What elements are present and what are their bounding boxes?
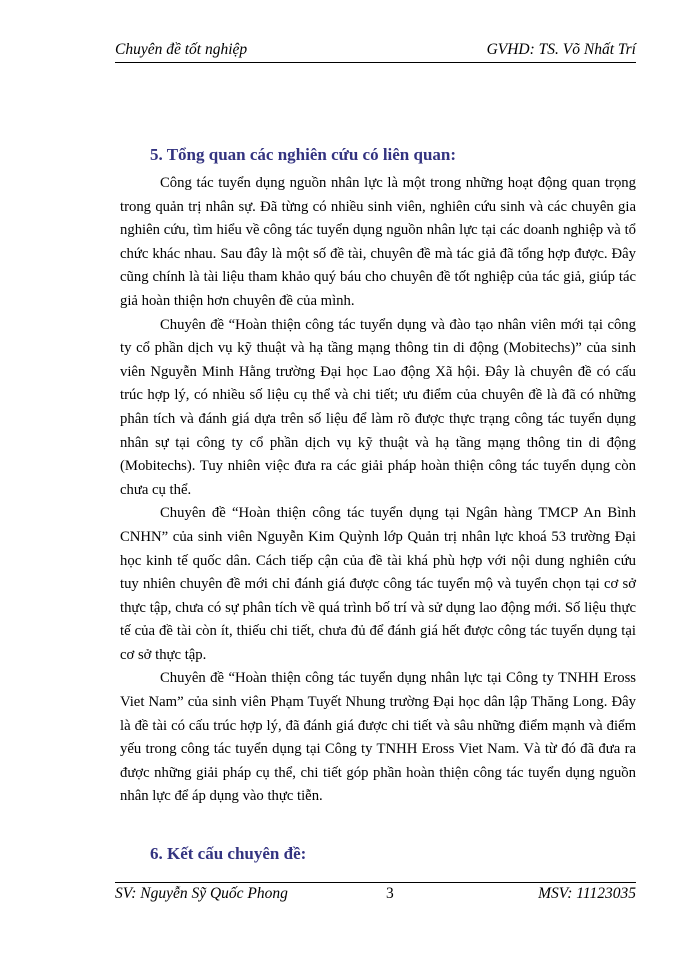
page-header <box>115 40 636 63</box>
footer-student: SV: Nguyễn Sỹ Quốc Phong <box>115 885 288 902</box>
footer-student-id: MSV: 11123035 <box>538 885 636 902</box>
page-footer <box>115 882 636 909</box>
paragraph-eross: Chuyên đề “Hoàn thiện công tác tuyển dụng nhân lực tại Công ty TNHH Eross Viet Nam” của sinh viên Phạm Tuyết Nhung trường Đại học dân lập Thăng Long. Đây là đề tài có cấu trúc hợp lý, đã đánh giá được chi tiết và sâu những điểm mạnh và điểm yếu trong công tác tuyển dụng tại Công ty TNHH Eross Viet Nam. Và từ đó đã đưa ra được những giải pháp cụ thể, chi tiết góp phần hoàn thiện công tác tuyển dụng nguồn nhân lực để áp dụng vào thực tiễn. <box>120 670 636 805</box>
header-advisor: GVHD: TS. Võ Nhất Trí <box>486 41 636 58</box>
paragraph-overview: Công tác tuyển dụng nguồn nhân lực là một trong những hoạt động quan trọng trong quản trị nhân sự. Đã từng có nhiều sinh viên, nghiên cứu sinh và các chuyên gia nghiên cứu, tìm hiểu về công tác tuyển dụng nguồn nhân lực tại các doanh nghiệp và tổ chức khác nhau. Sau đây là một số đề tài, chuyên đề mà tác giả đã tổng hợp được. Đây cũng chính là tài liệu tham khảo quý báu cho chuyên đề tốt nghiệp của tác giả, giúp tác giả hoàn thiện hơn chuyên đề của mình. <box>120 175 636 309</box>
section-5-heading: 5. Tổng quan các nghiên cứu có liên quan: <box>150 145 457 164</box>
page-body <box>120 142 636 867</box>
paragraph-mobitechs: Chuyên đề “Hoàn thiện công tác tuyển dụng và đào tạo nhân viên mới tại công ty cổ phần dịch vụ kỹ thuật và hạ tầng mạng thông tin di động (Mobitechs)” của sinh viên Nguyễn Minh Hằng trường Đại học Lao động Xã hội. Đây là chuyên đề có cấu trúc hợp lý, có nhiều số liệu cụ thể và chi tiết; ưu điểm của chuyên đề là đã có những phân tích và đánh giá dựa trên số liệu để làm rõ được thực trạng công tác tuyển dụng nhân sự tại công ty cổ phần dịch vụ kỹ thuật và hạ tầng mạng thông tin di động (Mobitechs). Tuy nhiên việc đưa ra các giải pháp hoàn thiện công tác tuyển dụng còn chưa cụ thể. <box>120 316 636 498</box>
header-title: Chuyên đề tốt nghiệp <box>115 41 248 58</box>
page-number: 3 <box>386 885 394 902</box>
section-6-heading: 6. Kết cấu chuyên đề: <box>150 844 307 864</box>
paragraph-abbank: Chuyên đề “Hoàn thiện công tác tuyển dụng tại Ngân hàng TMCP An Bình CNHN” của sinh viên Nguyễn Kim Quỳnh lớp Quản trị nhân lực khoá 53 trường Đại học kinh tế quốc dân. Cách tiếp cận của đề tài khá phù hợp với nội dung nghiên cứu tuy nhiên chuyên đề mới chỉ đánh giá được công tác tuyển mộ và tuyển chọn tại cơ sở thực tập, chưa có sự phân tích về quá trình bố trí và sử dụng lao động mới. Số liệu thực tế của đề tài còn ít, thiếu chi tiết, chưa đủ để đánh giá hết được công tác tuyển dụng tại cơ sở thực tập. <box>120 505 636 663</box>
